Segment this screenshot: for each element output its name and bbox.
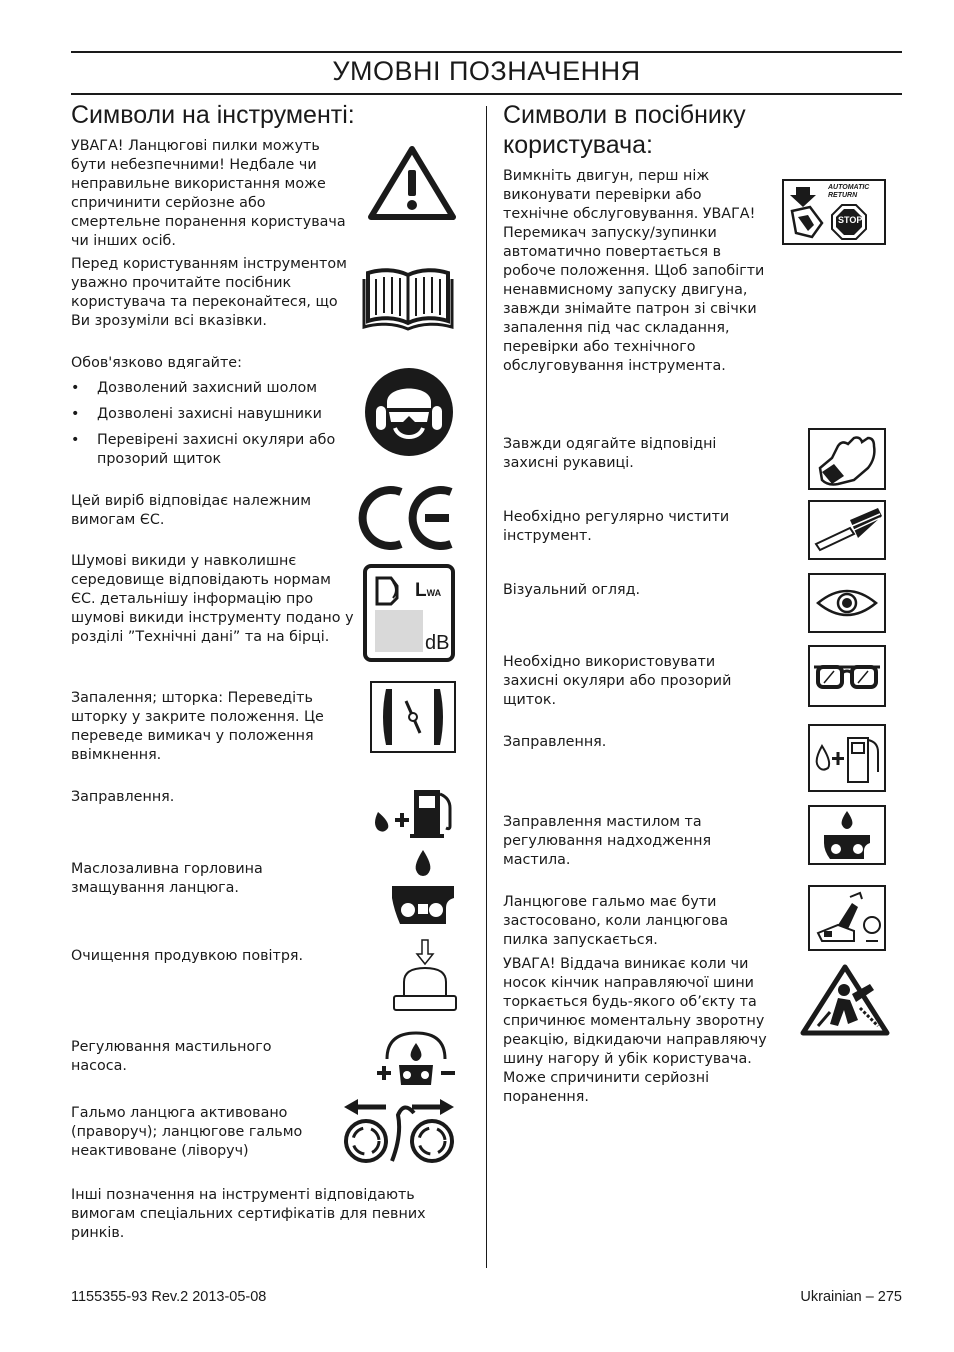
purge-text: Очищення продувкою повітря. (71, 948, 304, 964)
gloves-text: Завжди одягайте відповідні захисні рукавиці. (503, 436, 717, 471)
chain-brake-icon (342, 1095, 456, 1165)
title-rule (71, 93, 902, 95)
manual-book-icon (362, 265, 454, 331)
oil-text-left: Маслозаливна горловина змащування ланцюга. (71, 861, 263, 896)
warning-triangle-icon (368, 146, 456, 220)
stop-sign-label: STOP (838, 215, 863, 225)
stop-text: Вимкніть двигун, перш ніж виконувати перевірки або технічне обслуговування. УВАГА! Перемикач запуску/зупинки автоматично повертається в робоче положення. Щоб запобігти ненавмисному запуску двигуна, завжди знімайте патрон зі свічки запалення під час складання, перевірки або технічного обслуговування інструмента. (503, 168, 765, 374)
right-heading-line1: Символи в посібнику (503, 101, 746, 129)
return-label: RETURN (828, 192, 858, 199)
right-heading (503, 100, 746, 160)
cleaning-brush-icon (808, 500, 886, 560)
bullet-marker: • (71, 432, 80, 448)
noise-label-icon (363, 564, 455, 662)
choke-control-icon (370, 681, 456, 753)
bullet-marker: • (71, 406, 80, 422)
noise-db-label: dB (425, 632, 450, 654)
clean-text: Необхідно регулярно чистити інструмент. (503, 509, 730, 544)
gloves-icon (808, 428, 886, 490)
chain-brake-start-icon (808, 885, 886, 951)
noise-lwa-label: LWA (415, 580, 442, 601)
chain-oil-manual-icon (808, 805, 886, 865)
fuel-pump-manual-icon (808, 724, 886, 792)
inspect-text: Візуальний огляд. (503, 582, 641, 598)
ce-mark-icon (355, 484, 457, 552)
other-text: Інші позначення на інструменті відповідають вимогам спеціальних сертифікатів для певних ринків. (71, 1187, 426, 1241)
left-heading: Символи на інструменті: (71, 101, 355, 129)
top-rule (71, 51, 902, 53)
fuel-text-left: Заправлення. (71, 789, 175, 805)
auto-label: AUTOMATIC (828, 184, 870, 191)
auto-return-stop-icon (782, 179, 886, 245)
kickback-text: УВАГА! Віддача виникає коли чи носок кінчик направляючої шини торкається будь-якого об’єкту та спричинює моментальну зворотну реакцію, відкидаючи направляючу шину нагору й убік користувача. Може спричинити серйозні поранення. (503, 956, 767, 1105)
bullet-text: Дозволені захисні навушники (97, 406, 322, 422)
chain-oil-icon (388, 848, 458, 928)
bullet-marker: • (71, 380, 80, 396)
goggles-text: Необхідно використовувати захисні окуляри або прозорий щиток. (503, 654, 732, 708)
manual-text: Перед користуванням інструментом уважно прочитайте посібник користувача та переконайтеся, що Ви зрозуміли всі вказівки. (71, 256, 347, 329)
wear-text: Обов'язково вдягайте: (71, 355, 242, 371)
safety-goggles-icon (808, 645, 886, 707)
ce-text: Цей виріб відповідає належним вимогам ЄС. (71, 493, 312, 528)
kickback-warning-icon (800, 964, 890, 1036)
warning-text: УВАГА! Ланцюгові пилки можуть бути небезпечними! Недбале чи неправильне використання може спричинити серйозне або смертельне поранення користувача чи інших осіб. (71, 138, 346, 249)
air-purge-icon (390, 938, 460, 1014)
oil-text-right: Заправлення мастилом та регулювання надходження мастила. (503, 814, 712, 868)
brake-text-right: Ланцюгове гальмо має бути застосовано, коли ланцюгова пилка запускається. (503, 894, 729, 948)
footer-page-number: Ukrainian – 275 (800, 1289, 902, 1305)
fuel-text-right: Заправлення. (503, 734, 607, 750)
brake-text-left: Гальмо ланцюга активовано (праворуч); ланцюгове гальмо неактивоване (ліворуч) (71, 1105, 303, 1159)
fuel-pump-icon (368, 778, 456, 840)
choke-text: Запалення; шторка: Переведіть шторку у закрите положення. Це переведе вимикач у положення ввімкнення. (71, 690, 324, 763)
column-divider (486, 106, 487, 1268)
protective-equipment-icon (363, 366, 455, 458)
oil-pump-adjust-icon (373, 1027, 459, 1087)
footer-doc-id: 1155355-93 Rev.2 2013-05-08 (71, 1289, 267, 1305)
page-title: УМОВНІ ПОЗНАЧЕННЯ (332, 56, 641, 86)
pump-text: Регулювання мастильного насоса. (71, 1039, 272, 1074)
noise-text: Шумові викиди у навколишнє середовище відповідають нормам ЄС. детальнішу інформацію про шумові викиди інструменту подано у розділі ”Технічні дані” та на бірці. (71, 553, 354, 645)
eye-inspection-icon (808, 573, 886, 633)
right-heading-line2: користувача: (503, 131, 653, 159)
bullet-text: Дозволений захисний шолом (97, 380, 318, 396)
bullet-text: Перевірені захисні окуляри або прозорий щиток (97, 432, 336, 467)
